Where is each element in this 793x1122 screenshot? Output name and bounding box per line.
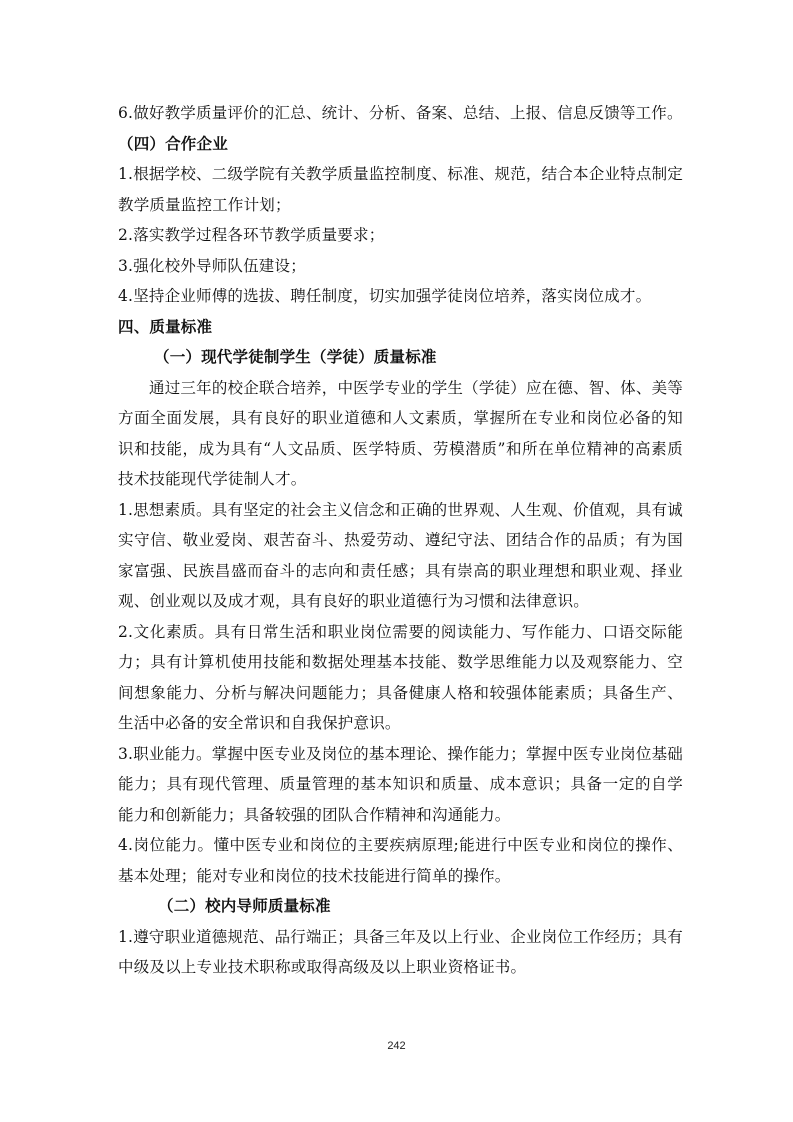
paragraph-item-2-teaching-requirements: 2.落实教学过程各环节教学质量要求； [118,226,385,244]
paragraph-item-4-master-selection: 4.坚持企业师傅的选拔、聘任制度，切实加强学徒岗位培养，落实岗位成才。 [118,287,652,305]
section-heading-apprentice-standard: （一）现代学徒制学生（学徒）质量标准 [154,348,437,366]
section-heading-internal-mentor-standard: （二）校内导师质量标准 [158,897,331,915]
paragraph-item-6-evaluation: 6.做好教学质量评价的汇总、统计、分析、备案、总结、上报、信息反馈等工作。 [118,104,683,122]
paragraph-ideological-quality: 1.思想素质。具有坚定的社会主义信念和正确的世界观、人生观、价值观，具有诚实守信、敬业爱岗、艰苦奋斗、热爱劳动、遵纪守法、团结合作的品质；有为国家富强、民族昌盛而奋斗的志向和责任感；具有崇高的职业理想和职业观、择业观、创业观以及成才观，具有良好的职业道德行为习惯和法律意识。 [118,500,683,610]
paragraph-post-ability: 4.岗位能力。懂中医专业和岗位的主要疾病原理;能进行中医专业和岗位的操作、基本处理；能对专业和岗位的技术技能进行简单的操作。 [118,836,683,885]
paragraph-mentor-ethics: 1.遵守职业道德规范、品行端正；具备三年及以上行业、企业岗位工作经历；具有中级及以上专业技术职称或取得高级及以上职业资格证书。 [118,927,683,976]
paragraph-cultural-quality: 2.文化素质。具有日常生活和职业岗位需要的阅读能力、写作能力、口语交际能力；具有计算机使用技能和数据处理基本技能、数学思维能力以及观察能力、空间想象能力、分析与解决问题能力；具备健康人格和较强体能素质；具备生产、生活中必备的安全常识和自我保护意识。 [118,622,683,732]
page-number: 242 [387,1040,406,1052]
paragraph-apprentice-overview: 通过三年的校企联合培养，中医学专业的学生（学徒）应在德、智、体、美等方面全面发展，具有良好的职业道德和人文素质，掌握所在专业和岗位必备的知识和技能，成为具有“人文品质、医学特质、劳模潜质”和所在单位精神的高素质技术技能现代学徒制人才。 [118,378,683,488]
section-heading-quality-standards: 四、质量标准 [118,317,213,336]
paragraph-item-1-monitoring-plan: 1.根据学校、二级学院有关教学质量监控制度、标准、规范，结合本企业特点制定教学质量监控工作计划； [118,165,683,214]
page-content [118,98,683,983]
section-heading-partner-enterprise: （四）合作企业 [118,134,228,153]
paragraph-professional-ability: 3.职业能力。掌握中医专业及岗位的基本理论、操作能力；掌握中医专业岗位基础能力；具有现代管理、质量管理的基本知识和质量、成本意识；具备一定的自学能力和创新能力；具备较强的团队合作精神和沟通能力。 [118,744,683,824]
paragraph-item-3-external-mentors: 3.强化校外导师队伍建设； [118,256,306,275]
